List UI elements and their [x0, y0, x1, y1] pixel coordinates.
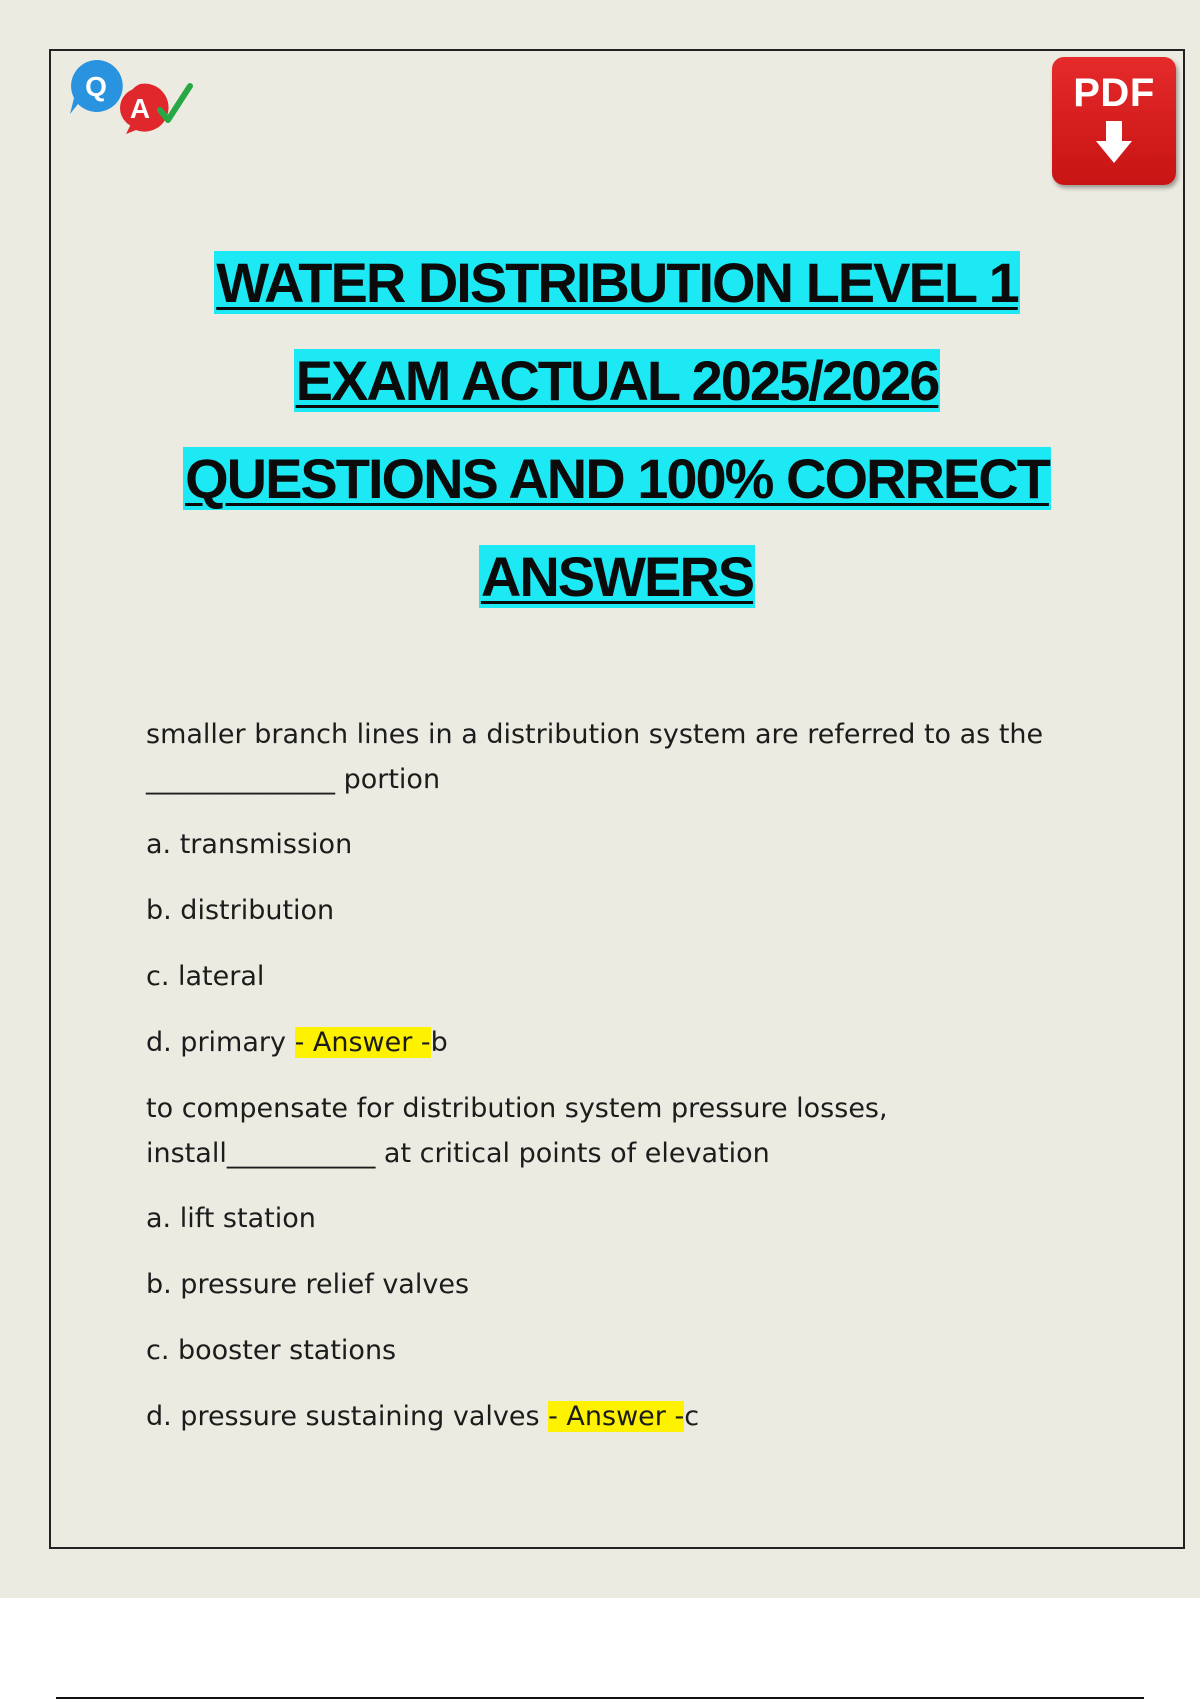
answer-option: d. pressure sustaining valves - Answer -c: [146, 1401, 700, 1432]
answer-option: b. pressure relief valves: [146, 1269, 470, 1300]
title-line: EXAM ACTUAL 2025/2026: [295, 349, 939, 412]
answer-marker: - Answer -: [548, 1401, 685, 1432]
question-text: to compensate for distribution system pressure losses, install___________ at critical points of elevation: [146, 1093, 888, 1169]
answer-option: c. booster stations: [146, 1335, 397, 1366]
pdf-download-badge[interactable]: [1052, 57, 1176, 185]
svg-text:A: A: [129, 93, 151, 124]
title-line: ANSWERS: [480, 545, 754, 608]
title-line: QUESTIONS AND 100% CORRECT: [185, 447, 1049, 510]
answer-option: a. lift station: [146, 1203, 316, 1234]
answer-marker: - Answer -: [294, 1027, 431, 1058]
svg-text:Q: Q: [85, 71, 107, 102]
answer-option: d. primary - Answer -b: [146, 1027, 448, 1058]
correct-answer: c: [684, 1401, 700, 1432]
answer-option: c. lateral: [146, 961, 265, 992]
question-text: smaller branch lines in a distribution system are referred to as the ______________ portion: [146, 719, 1044, 795]
answer-option: b. distribution: [146, 895, 335, 926]
correct-answer: b: [430, 1027, 448, 1058]
pdf-label: PDF: [1073, 71, 1155, 115]
footer-divider: [56, 1697, 1144, 1699]
document-title: [49, 234, 1185, 626]
question-item: [146, 712, 1046, 1065]
question-item: [146, 1086, 1046, 1439]
title-line: WATER DISTRIBUTION LEVEL 1: [216, 251, 1018, 314]
answer-option: a. transmission: [146, 829, 353, 860]
download-arrow-icon: [1094, 121, 1134, 165]
question-list: [146, 712, 1046, 1460]
qa-check-logo-icon: [68, 58, 198, 134]
